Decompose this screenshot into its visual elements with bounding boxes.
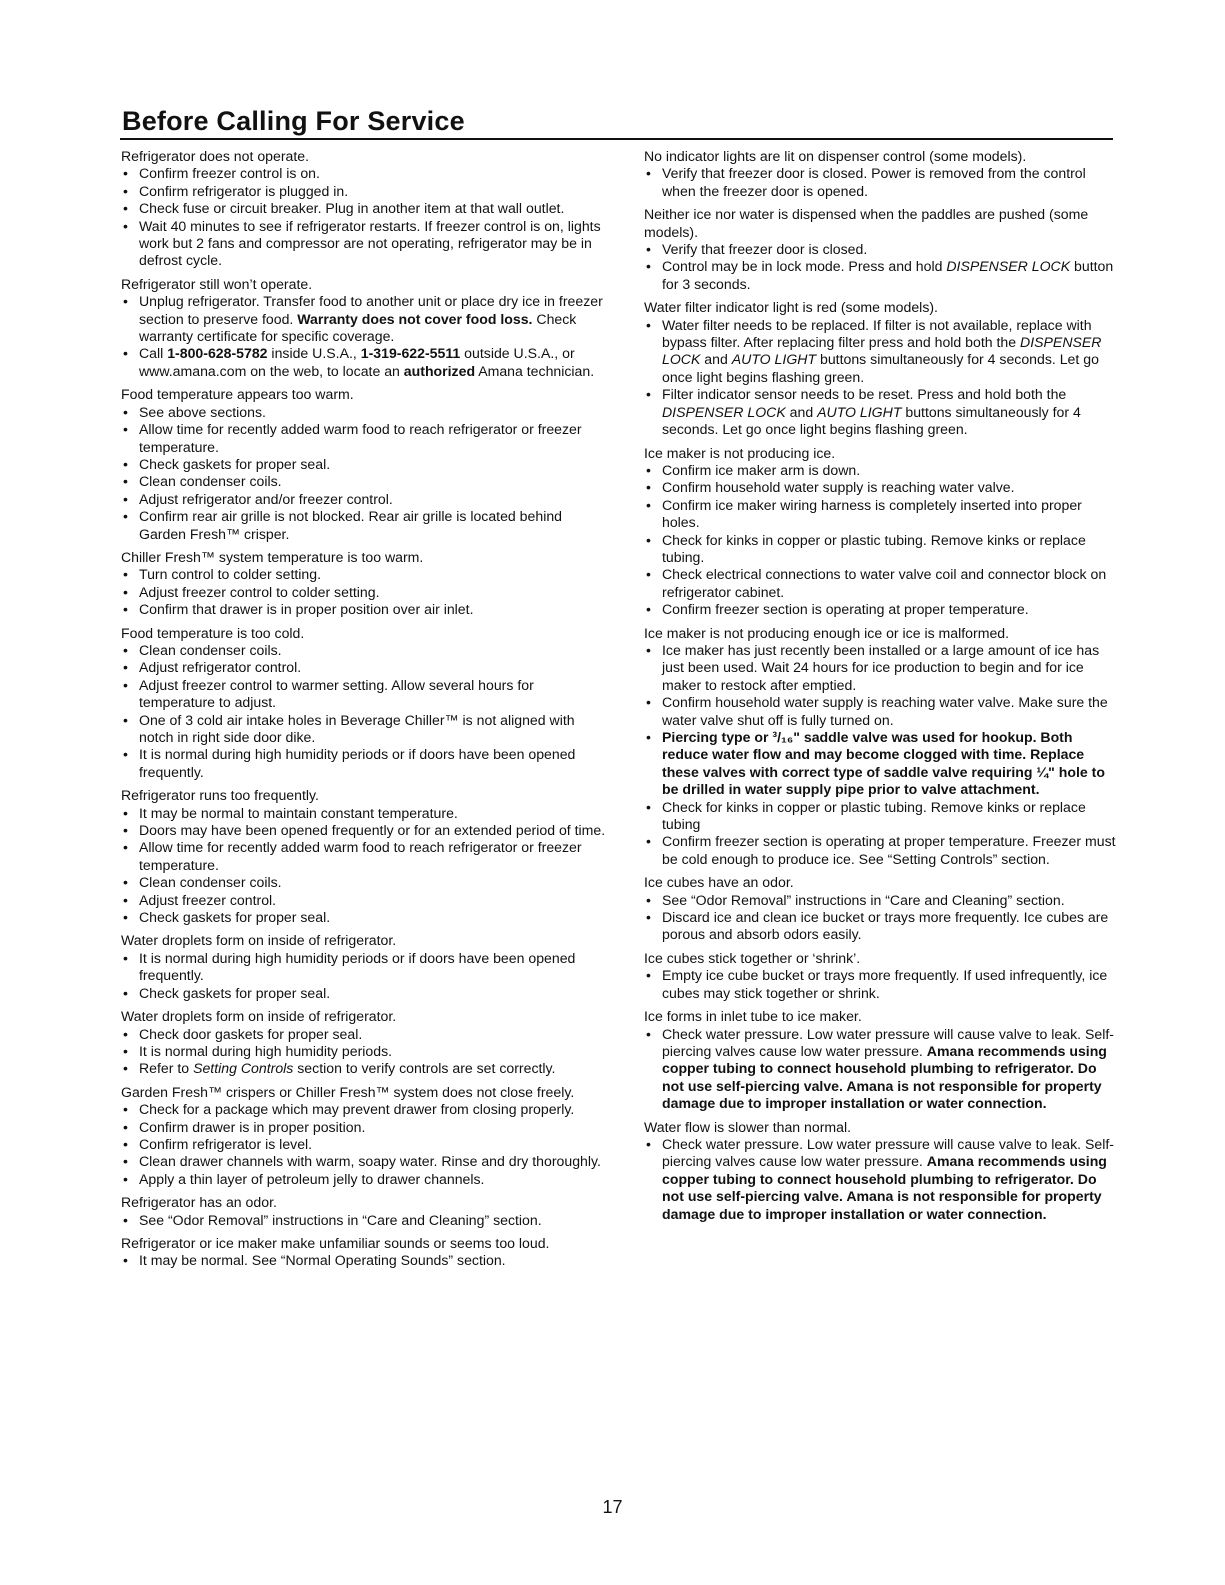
symptom-heading: Ice cubes have an odor. xyxy=(644,874,794,891)
solution-item xyxy=(121,950,611,985)
solution-text: Check gaskets for proper seal. xyxy=(139,455,331,472)
symptom-heading: Garden Fresh™ crispers or Chiller Fresh™ system does not close freely. xyxy=(121,1083,575,1100)
solution-list xyxy=(644,892,1116,944)
solution-text: Check water pressure. Low water pressure will cause valve to leak. Self-piercing valves cause low water pressure. xyxy=(662,1135,1114,1170)
solution-text: AUTO LIGHT xyxy=(731,351,817,368)
solution-item xyxy=(121,345,611,380)
troubleshoot-section xyxy=(644,874,1116,944)
solution-item xyxy=(644,317,1116,387)
solution-text: Allow time for recently added warm food to reach refrigerator or freezer temperature. xyxy=(139,421,582,455)
solution-list xyxy=(121,1101,611,1188)
symptom-heading: Food temperature appears too warm. xyxy=(121,386,354,403)
solution-item xyxy=(121,183,611,200)
solution-text: Confirm household water supply is reaching water valve. Make sure the water valve shut off is fully turned on. xyxy=(662,694,1108,728)
solution-text: Adjust refrigerator control. xyxy=(139,659,302,676)
solution-text: Refer to xyxy=(139,1060,194,1077)
solution-item xyxy=(121,642,611,659)
troubleshoot-section xyxy=(121,549,611,619)
solution-item xyxy=(121,404,611,421)
solution-text: Verify that freezer door is closed. xyxy=(662,241,868,258)
solution-text: Discard ice and clean ice bucket or trays more frequently. Ice cubes are porous and absorb odors easily. xyxy=(662,909,1109,943)
solution-text: Check gaskets for proper seal. xyxy=(139,984,331,1001)
solution-item xyxy=(121,746,611,781)
symptom-heading: Refrigerator runs too frequently. xyxy=(121,787,319,804)
solution-text: Check fuse or circuit breaker. Plug in another item at that wall outlet. xyxy=(139,200,565,217)
solution-list xyxy=(644,1026,1116,1113)
solution-text: Verify that freezer door is closed. Power is removed from the control when the freezer door is opened. xyxy=(662,165,1086,199)
solution-text: Confirm refrigerator is level. xyxy=(139,1135,313,1152)
solution-text: Unplug refrigerator. Transfer food to another unit or place dry ice in freezer section to preserve food. xyxy=(139,293,603,327)
solution-list xyxy=(121,293,611,380)
symptom-heading: Food temperature is too cold. xyxy=(121,624,305,641)
solution-text: Allow time for recently added warm food to reach refrigerator or freezer temperature. xyxy=(139,839,582,873)
solution-item xyxy=(121,584,611,601)
symptom-heading: Refrigerator does not operate. xyxy=(121,148,310,164)
solution-item xyxy=(121,566,611,583)
symptom-heading: No indicator lights are lit on dispenser control (some models). xyxy=(644,148,1027,164)
symptom-heading: Ice maker is not producing enough ice or ice is malformed. xyxy=(644,624,1010,641)
solution-text: Adjust freezer control. xyxy=(139,891,277,908)
solution-item xyxy=(121,601,611,618)
troubleshoot-section xyxy=(644,625,1116,869)
solution-text: Confirm freezer control is on. xyxy=(139,165,320,182)
symptom-heading: Refrigerator or ice maker make unfamiliar sounds or seems too loud. xyxy=(121,1234,550,1251)
solution-list xyxy=(644,1136,1116,1223)
solution-text: Adjust freezer control to colder setting. xyxy=(139,583,380,600)
troubleshoot-section xyxy=(121,148,611,270)
solution-text: It is normal during high humidity periods or if doors have been opened frequently. xyxy=(139,949,576,984)
symptom-heading: Ice forms in inlet tube to ice maker. xyxy=(644,1008,862,1025)
symptom-heading: Refrigerator still won’t operate. xyxy=(121,275,313,292)
solution-text: authorized xyxy=(403,362,476,379)
solution-item xyxy=(644,566,1116,601)
troubleshoot-section xyxy=(644,148,1116,200)
solution-text: Clean condenser coils. xyxy=(139,641,282,658)
solution-list xyxy=(644,317,1116,439)
solution-item xyxy=(644,729,1116,799)
solution-text: Confirm rear air grille is not blocked. Rear air grille is located behind Garden Fresh™ crisper. xyxy=(139,508,562,542)
solution-item xyxy=(121,293,611,345)
solution-text: Call xyxy=(139,345,168,362)
solution-text: Adjust refrigerator and/or freezer control. xyxy=(139,490,393,507)
symptom-heading: Neither ice nor water is dispensed when the paddles are pushed (some models). xyxy=(644,206,1089,240)
solution-item xyxy=(121,659,611,676)
troubleshoot-section xyxy=(121,276,611,380)
solution-item xyxy=(121,1136,611,1153)
right-column xyxy=(644,148,1116,1229)
solution-list xyxy=(644,241,1116,293)
solution-item xyxy=(121,677,611,712)
troubleshoot-section xyxy=(121,787,611,926)
solution-list xyxy=(121,404,611,543)
solution-text: Control may be in lock mode. Press and hold xyxy=(662,258,947,275)
page-title: Before Calling For Service xyxy=(122,106,465,136)
solution-item xyxy=(644,909,1116,944)
solution-item xyxy=(121,473,611,490)
page-number: 17 xyxy=(602,1497,623,1517)
solution-item xyxy=(121,1153,611,1170)
solution-item xyxy=(644,642,1116,694)
solution-item xyxy=(121,508,611,543)
solution-item xyxy=(644,601,1116,618)
solution-text: and xyxy=(700,351,732,368)
solution-item xyxy=(644,1136,1116,1223)
solution-text: Clean condenser coils. xyxy=(139,874,282,891)
left-column xyxy=(121,148,611,1276)
solution-text: 1-319-622-5511 xyxy=(360,345,461,362)
solution-list xyxy=(121,950,611,1002)
solution-item xyxy=(644,241,1116,258)
symptom-heading: Water filter indicator light is red (some models). xyxy=(644,299,938,316)
solution-item xyxy=(644,462,1116,479)
solution-text: Doors may have been opened frequently or for an extended period of time. xyxy=(139,822,606,839)
solution-item xyxy=(121,165,611,182)
solution-text: Check water pressure. Low water pressure will cause valve to leak. Self-piercing valves cause low water pressure. xyxy=(662,1025,1114,1059)
solution-item xyxy=(121,1060,611,1077)
solution-text: DISPENSER LOCK xyxy=(946,258,1071,275)
solution-text: inside U.S.A., xyxy=(267,345,361,362)
solution-text: Confirm freezer section is operating at proper temperature. Freezer must be cold enough to produce ice. See “Setting Controls” section. xyxy=(662,833,1116,867)
solution-item xyxy=(644,479,1116,496)
solution-text: Amana recommends using copper tubing to connect household plumbing to refrigerator. Do not use self-piercing valve. Amana is not responsible for property damage due to improper installation or water connection. xyxy=(662,1153,1107,1222)
solution-text: Empty ice cube bucket or trays more frequently. If used infrequently, ice cubes may stick together or shrink. xyxy=(662,967,1108,1001)
symptom-heading: Water flow is slower than normal. xyxy=(644,1118,852,1135)
solution-text: Water filter needs to be replaced. If filter is not available, replace with bypass filter. After replacing filter press and hold both the xyxy=(662,316,1092,351)
solution-text: Warranty does not cover food loss. xyxy=(297,310,533,327)
solution-text: Adjust freezer control to warmer setting. Allow several hours for temperature to adjust. xyxy=(139,676,534,711)
solution-text: It may be normal. See “Normal Operating Sounds” section. xyxy=(139,1252,506,1269)
troubleshoot-section xyxy=(121,386,611,543)
solution-text: See above sections. xyxy=(139,403,266,420)
solution-text: buttons simultaneously for 4 seconds. Let go once light begins flashing green. xyxy=(662,403,1081,438)
troubleshoot-section xyxy=(644,206,1116,293)
solution-item xyxy=(644,1026,1116,1113)
solution-text: Amana technician. xyxy=(475,362,595,379)
solution-text: Piercing type or ³/₁₆" saddle valve was used for hookup. Both reduce water flow and may become clogged with time. Replace these valves with correct type of saddle valve requiring ¼" hole to be drilled in water supply pipe prior to valve attachment. xyxy=(662,729,1105,798)
solution-text: AUTO LIGHT xyxy=(817,403,902,420)
solution-item xyxy=(644,892,1116,909)
title-rule xyxy=(120,138,1113,140)
solution-item xyxy=(121,909,611,926)
solution-text: Ice maker has just recently been installed or a large amount of ice has just been used. Wait 24 hours for ice production to begin and for ice maker to restock after emptied. xyxy=(662,641,1100,693)
solution-item xyxy=(644,258,1116,293)
troubleshoot-section xyxy=(121,1084,611,1188)
solution-text: Check for kinks in copper or plastic tubing. Remove kinks or replace tubing xyxy=(662,798,1086,833)
solution-list xyxy=(121,1212,611,1229)
solution-text: It is normal during high humidity periods or if doors have been opened frequently. xyxy=(139,746,576,780)
solution-item xyxy=(121,1252,611,1269)
solution-item xyxy=(121,218,611,270)
solution-text: Check for a package which may prevent drawer from closing properly. xyxy=(139,1101,575,1118)
troubleshoot-section xyxy=(121,932,611,1002)
solution-text: Confirm ice maker arm is down. xyxy=(662,461,861,478)
solution-text: See “Odor Removal” instructions in “Care and Cleaning” section. xyxy=(139,1211,542,1228)
troubleshoot-section xyxy=(644,299,1116,438)
solution-text: Check electrical connections to water valve coil and connector block on refrigerator cabinet. xyxy=(662,566,1107,600)
solution-text: It may be normal to maintain constant temperature. xyxy=(139,804,458,821)
solution-text: Check door gaskets for proper seal. xyxy=(139,1025,363,1042)
symptom-heading: Ice cubes stick together or ‘shrink’. xyxy=(644,949,861,966)
solution-list xyxy=(121,805,611,927)
solution-text: section to verify controls are set correctly. xyxy=(293,1060,556,1077)
solution-text: Confirm that drawer is in proper position over air inlet. xyxy=(139,601,474,618)
solution-list xyxy=(644,165,1116,200)
troubleshoot-section xyxy=(644,950,1116,1002)
solution-item xyxy=(121,1212,611,1229)
solution-item xyxy=(644,386,1116,438)
solution-item xyxy=(121,421,611,456)
symptom-heading: Refrigerator has an odor. xyxy=(121,1194,277,1211)
solution-item xyxy=(644,833,1116,868)
solution-item xyxy=(121,491,611,508)
solution-list xyxy=(121,1252,611,1269)
troubleshoot-section xyxy=(644,1119,1116,1223)
solution-text: 1-800-628-5782 xyxy=(167,345,268,362)
solution-item xyxy=(121,1043,611,1060)
troubleshoot-section xyxy=(121,625,611,782)
troubleshoot-section xyxy=(121,1235,611,1270)
solution-text: buttons simultaneously for 4 seconds. Let go once light begins flashing green. xyxy=(662,351,1099,385)
solution-text: button for 3 seconds. xyxy=(662,258,1114,292)
solution-list xyxy=(644,967,1116,1002)
solution-item xyxy=(121,892,611,909)
solution-text: Confirm household water supply is reaching water valve. xyxy=(662,479,1015,496)
solution-text: Wait 40 minutes to see if refrigerator restarts. If freezer control is on, lights work but 2 fans and compressor are not operating, refrigerator may be in defrost cycle. xyxy=(139,217,601,269)
troubleshoot-section xyxy=(121,1008,611,1078)
solution-item xyxy=(121,822,611,839)
solution-text: Check warranty certificate for specific coverage. xyxy=(139,310,577,345)
solution-list xyxy=(121,566,611,618)
solution-item xyxy=(121,805,611,822)
symptom-heading: Ice maker is not producing ice. xyxy=(644,444,836,461)
solution-text: Clean drawer channels with warm, soapy water. Rinse and dry thoroughly. xyxy=(139,1153,601,1170)
solution-list xyxy=(644,642,1116,868)
solution-item xyxy=(644,694,1116,729)
symptom-heading: Chiller Fresh™ system temperature is too warm. xyxy=(121,548,424,565)
solution-item xyxy=(121,839,611,874)
solution-text: DISPENSER LOCK xyxy=(662,334,1102,368)
troubleshoot-section xyxy=(644,445,1116,619)
symptom-heading: Water droplets form on inside of refrigerator. xyxy=(121,1008,397,1025)
solution-item xyxy=(121,1101,611,1118)
solution-item xyxy=(644,165,1116,200)
solution-item xyxy=(121,712,611,747)
solution-item xyxy=(644,532,1116,567)
solution-text: See “Odor Removal” instructions in “Care and Cleaning” section. xyxy=(662,891,1065,908)
solution-list xyxy=(121,642,611,781)
solution-text: Clean condenser coils. xyxy=(139,473,282,490)
solution-text: and xyxy=(785,403,818,420)
solution-list xyxy=(644,462,1116,619)
solution-text: Setting Controls xyxy=(193,1060,294,1077)
solution-text: It is normal during high humidity periods. xyxy=(139,1042,393,1059)
troubleshoot-section xyxy=(121,1194,611,1229)
solution-text: Confirm refrigerator is plugged in. xyxy=(139,182,349,199)
solution-item xyxy=(121,1026,611,1043)
solution-text: Apply a thin layer of petroleum jelly to drawer channels. xyxy=(139,1170,485,1187)
solution-item xyxy=(121,1171,611,1188)
troubleshoot-section xyxy=(644,1008,1116,1112)
solution-text: Turn control to colder setting. xyxy=(139,566,322,583)
solution-item xyxy=(644,967,1116,1002)
solution-text: Confirm ice maker wiring harness is completely inserted into proper holes. xyxy=(662,496,1082,531)
solution-list xyxy=(121,1026,611,1078)
solution-text: Confirm freezer section is operating at proper temperature. xyxy=(662,601,1029,618)
solution-text: Check gaskets for proper seal. xyxy=(139,909,331,926)
solution-text: Confirm drawer is in proper position. xyxy=(139,1118,366,1135)
solution-text: outside U.S.A., or www.amana.com on the web, to locate an xyxy=(139,345,575,379)
solution-item xyxy=(121,200,611,217)
solution-item xyxy=(121,456,611,473)
solution-item xyxy=(121,874,611,891)
solution-text: Check for kinks in copper or plastic tubing. Remove kinks or replace tubing. xyxy=(662,531,1086,565)
symptom-heading: Water droplets form on inside of refrigerator. xyxy=(121,932,397,949)
solution-item xyxy=(644,799,1116,834)
solution-item xyxy=(121,985,611,1002)
solution-text: Amana recommends using copper tubing to connect household plumbing to refrigerator. Do not use self-piercing valve. Amana is not responsible for property damage due to improper installation or water connection. xyxy=(662,1042,1107,1112)
solution-list xyxy=(121,165,611,269)
solution-text: DISPENSER LOCK xyxy=(662,403,786,420)
solution-text: One of 3 cold air intake holes in Beverage Chiller™ is not aligned with notch in right side door dike. xyxy=(139,711,575,745)
solution-item xyxy=(644,497,1116,532)
solution-item xyxy=(121,1119,611,1136)
solution-text: Filter indicator sensor needs to be reset. Press and hold both the xyxy=(662,386,1067,403)
